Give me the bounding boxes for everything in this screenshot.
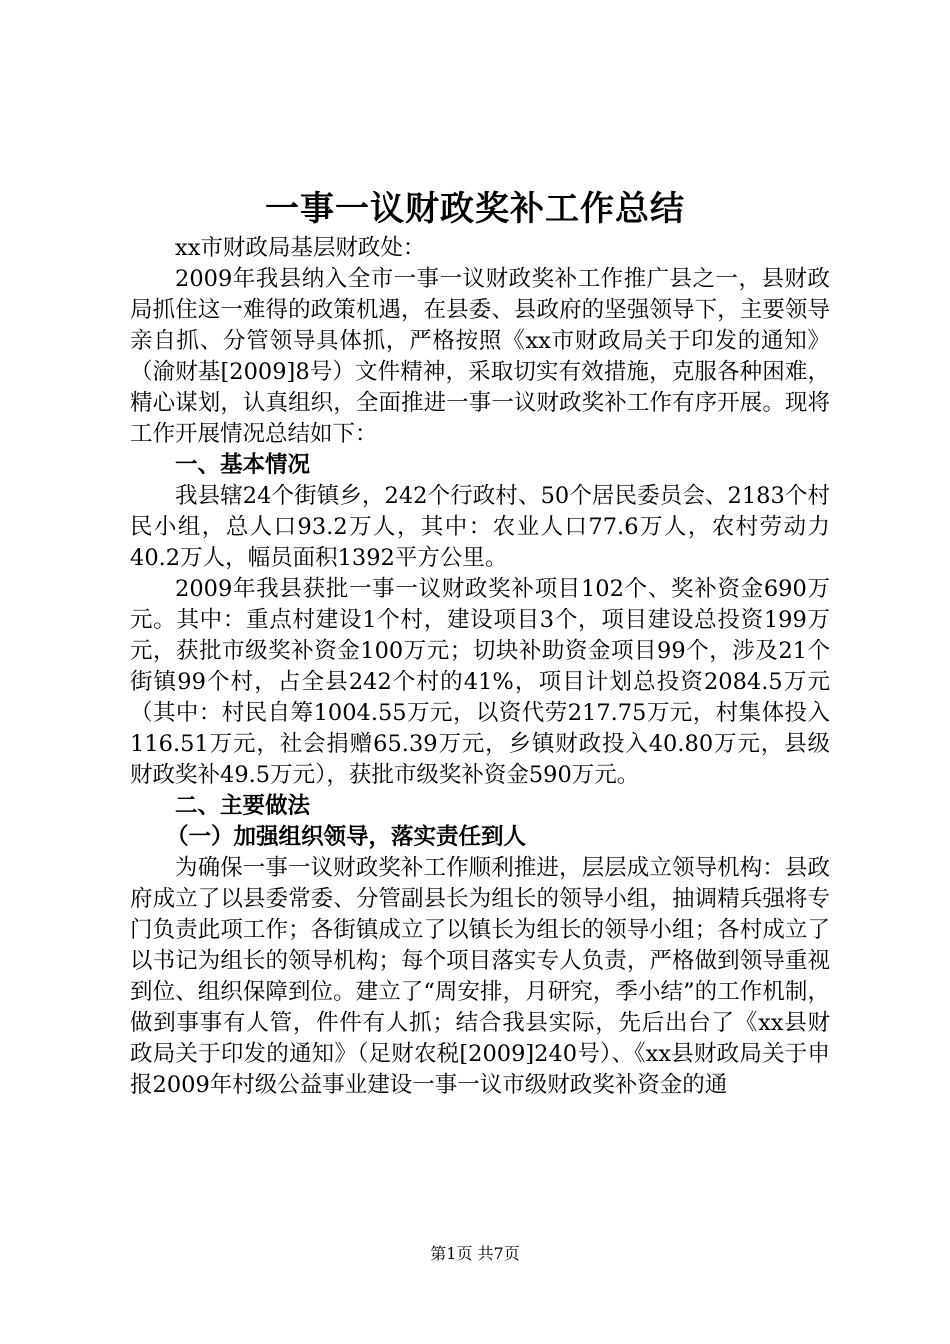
salutation: xx市财政局基层财政处： <box>175 235 426 261</box>
paragraph-basic-info: 我县辖24个街镇乡，242个行政村、50个居民委员会、2183个村民小组，总人口93.2万人，其中：农业人口77.6万人，农村劳动力40.2万人，幅员面积1392平方公里。 <box>130 483 830 571</box>
section-heading-methods: 二、主要做法 <box>175 793 311 819</box>
document-title: 一事一议财政奖补工作总结 <box>265 189 685 229</box>
subsection-heading-organization: （一）加强组织领导，落实责任到人 <box>166 824 527 850</box>
page-footer: 第1页 共7页 <box>430 1244 520 1263</box>
section-heading-basic: 一、基本情况 <box>175 452 311 478</box>
paragraph-projects: 2009年我县获批一事一议财政奖补项目102个、奖补资金690万元。其中：重点村建设1个村，建设项目3个，项目建设总投资199万元，获批市级奖补资金100万元；切块补助资金项目99个，涉及21个街镇99个村，占全县242个村的41%，项目计划总投资2084.5万元（其中：村民自筹1004.55万元，以资代劳217.75万元，村集体投入116.51万元，社会捐赠65.39万元，乡镇财政投入40.80万元，县级财政奖补49.5万元），获批市级奖补资金590万元。 <box>130 576 830 788</box>
paragraph-intro: 2009年我县纳入全市一事一议财政奖补工作推广县之一，县财政局抓住这一难得的政策机遇，在县委、县政府的坚强领导下，主要领导亲自抓、分管领导具体抓，严格按照《xx市财政局关于印发的通知》（渝财基[2009]8号）文件精神，采取切实有效措施，克服各种困难，精心谋划，认真组织，全面推进一事一议财政奖补工作有序开展。现将工作开展情况总结如下： <box>130 266 830 447</box>
document-body <box>130 233 830 1101</box>
paragraph-organization: 为确保一事一议财政奖补工作顺利推进，层层成立领导机构：县政府成立了以县委常委、分管副县长为组长的领导小组，抽调精兵强将专门负责此项工作；各街镇成立了以镇长为组长的领导小组；各村成立了以书记为组长的领导机构；每个项目落实专人负责，严格做到领导重视到位、组织保障到位。建立了“周安排，月研究，季小结”的工作机制，做到事事有人管，件件有人抓；结合我县实际，先后出台了《xx县财政局关于印发的通知》（足财农税[2009]240号）、《xx县财政局关于申报2009年村级公益事业建设一事一议市级财政奖补资金的通 <box>130 855 830 1098</box>
